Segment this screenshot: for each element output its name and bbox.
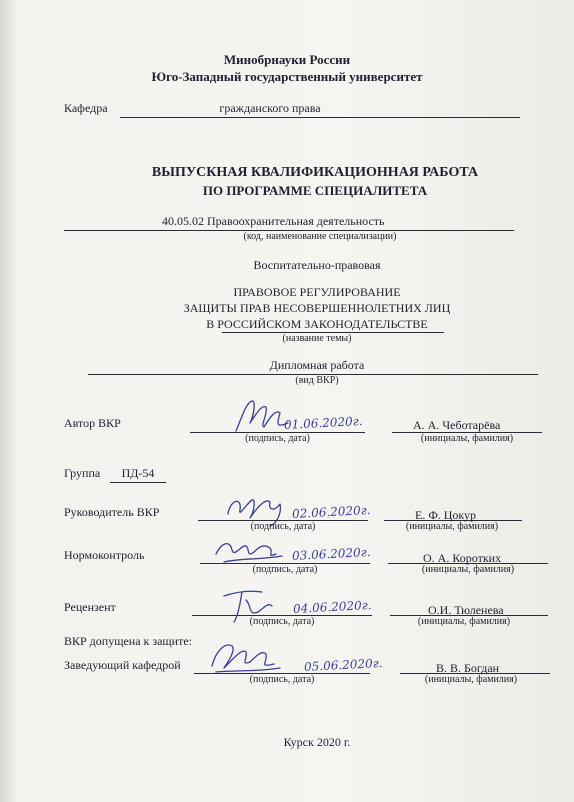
supervisor-sign-date: 02.06.2020г. <box>291 502 371 522</box>
group-value: ПД-54 <box>121 466 155 480</box>
reviewer-sign-caption: (подпись, дата) <box>249 616 315 627</box>
group-label: Группа <box>64 466 101 480</box>
document-subtitle: ПО ПРОГРАММЕ СПЕЦИАЛИТЕТА <box>202 183 428 198</box>
specialization-caption: (код, наименование специализации) <box>243 231 397 242</box>
reviewer-name-caption: (инициалы, фамилия) <box>417 616 511 627</box>
university-name: Юго-Западный государственный университет <box>151 69 423 84</box>
department-line <box>120 117 520 118</box>
ministry-name: Минобрнауки России <box>223 52 351 67</box>
supervisor-sign-caption: (подпись, дата) <box>250 521 316 532</box>
topic-caption: (название темы) <box>282 333 352 344</box>
author-name: А. А. Чеботарёва <box>413 418 501 432</box>
head-name-caption: (инициалы, фамилия) <box>424 674 518 685</box>
normcontrol-name: О. А. Коротких <box>423 551 502 565</box>
reviewer-sign-date: 04.06.2020г. <box>292 597 372 617</box>
normcontrol-label: Нормоконтроль <box>64 548 145 562</box>
supervisor-label: Руководитель ВКР <box>64 505 160 519</box>
head-name: В. В. Богдан <box>436 661 500 675</box>
author-sign-caption: (подпись, дата) <box>245 433 310 444</box>
city-year: Курск 2020 г. <box>283 735 351 749</box>
work-type-caption: (вид ВКР) <box>295 375 339 386</box>
reviewer-label: Рецензент <box>64 600 116 614</box>
author-name-caption: (инициалы, фамилия) <box>420 433 514 444</box>
group-line <box>110 482 166 483</box>
specialization-value: 40.05.02 Правоохранительная деятельность <box>162 214 385 228</box>
department-label: Кафедра <box>64 101 108 115</box>
profile-value: Воспитательно-правовая <box>253 258 381 272</box>
head-sign-date: 05.06.2020г. <box>303 655 383 675</box>
department-value: гражданского права <box>219 101 321 115</box>
topic-line-1: ПРАВОВОЕ РЕГУЛИРОВАНИЕ <box>233 285 401 299</box>
supervisor-name-caption: (инициалы, фамилия) <box>405 521 499 532</box>
normcontrol-sign-caption: (подпись, дата) <box>252 564 318 575</box>
head-label: Заведующий кафедрой <box>64 658 181 672</box>
work-type-value: Дипломная работа <box>269 358 365 372</box>
reviewer-name: О.И. Тюленева <box>428 603 504 617</box>
head-sign-caption: (подпись, дата) <box>249 674 315 685</box>
normcontrol-name-caption: (инициалы, фамилия) <box>421 564 515 575</box>
document-title: ВЫПУСКНАЯ КВАЛИФИКАЦИОННАЯ РАБОТА <box>151 165 479 180</box>
topic-line-2: ЗАЩИТЫ ПРАВ НЕСОВЕРШЕННОЛЕТНИХ ЛИЦ <box>183 301 451 315</box>
topic-line-3: В РОССИЙСКОМ ЗАКОНОДАТЕЛЬСТВЕ <box>206 317 428 331</box>
author-sign-date: 01.06.2020г. <box>283 413 363 433</box>
author-label: Автор ВКР <box>64 416 121 430</box>
normcontrol-sign-date: 03.06.2020г. <box>291 544 371 564</box>
supervisor-name: Е. Ф. Цокур <box>415 508 476 522</box>
admitted-label: ВКР допущена к защите: <box>64 634 192 648</box>
